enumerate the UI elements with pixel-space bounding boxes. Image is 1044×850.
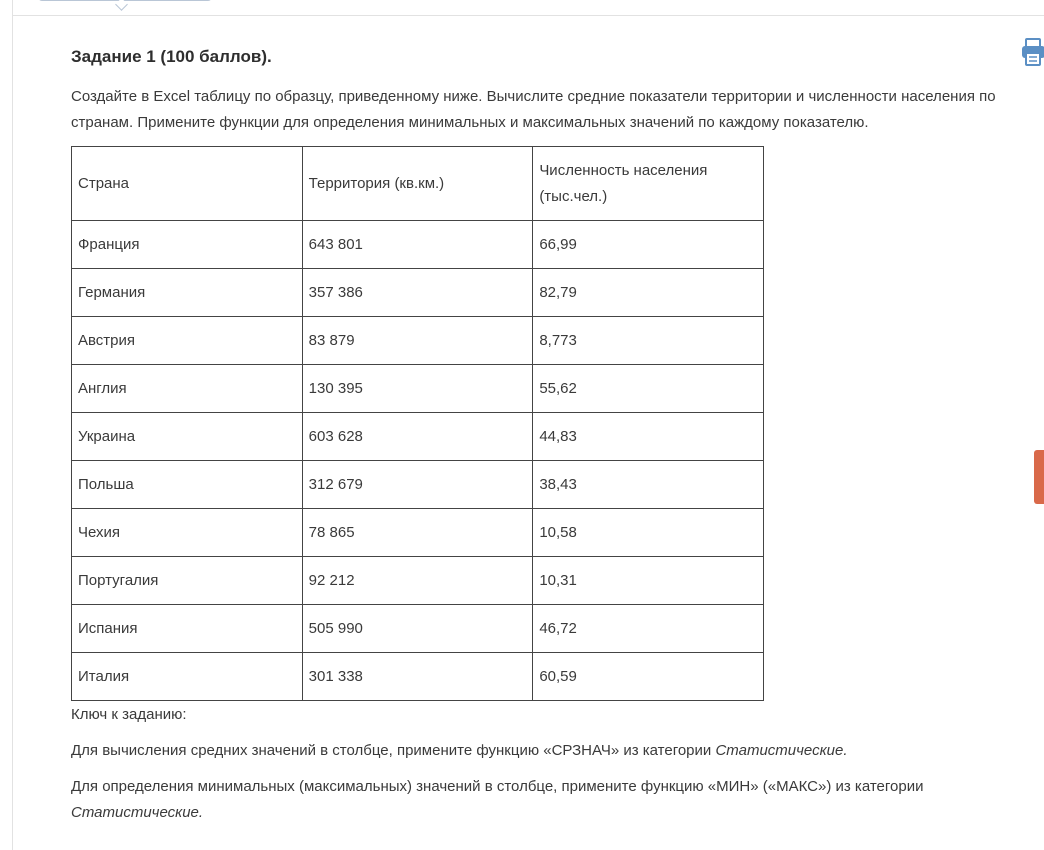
cell-territory: 92 212 (302, 557, 533, 605)
hint-min-max (71, 774, 1001, 826)
task-title: Задание 1 (100 баллов). (71, 47, 272, 66)
print-icon[interactable] (1021, 38, 1044, 68)
table-row (72, 365, 764, 413)
cell-country: Германия (72, 269, 303, 317)
table-row (72, 605, 764, 653)
hint-min-max-category: Статистические. (71, 804, 204, 821)
table-row (72, 317, 764, 365)
key-label: Ключ к заданию: (71, 706, 187, 723)
hint-average (71, 738, 1001, 764)
cell-country: Чехия (72, 509, 303, 557)
countries-table (71, 146, 764, 701)
table-row (72, 461, 764, 509)
hint-average-text: Для вычисления средних значений в столбце, примените функцию «СРЗНАЧ» из категории (71, 742, 716, 759)
cell-territory: 603 628 (302, 413, 533, 461)
header-cell-population: Численность населения (тыс.чел.) (533, 147, 764, 221)
cell-territory: 312 679 (302, 461, 533, 509)
cell-population: 10,31 (533, 557, 764, 605)
table-row (72, 509, 764, 557)
task-intro: Создайте в Excel таблицу по образцу, приведенному ниже. Вычислите средние показатели территории и численности населения по странам. Примените функции для определения минимальных и максимальных значений по каждому показателю. (71, 88, 996, 131)
side-feedback-tab[interactable] (1034, 450, 1044, 504)
cell-country: Португалия (72, 557, 303, 605)
cell-country: Австрия (72, 317, 303, 365)
table-row (72, 269, 764, 317)
cell-country: Франция (72, 221, 303, 269)
cell-territory: 357 386 (302, 269, 533, 317)
task-content (71, 44, 1001, 836)
cell-population: 66,99 (533, 221, 764, 269)
cell-population: 60,59 (533, 653, 764, 701)
cell-population: 44,83 (533, 413, 764, 461)
cell-territory: 130 395 (302, 365, 533, 413)
cell-population: 55,62 (533, 365, 764, 413)
header-cell-territory: Территория (кв.км.) (302, 147, 533, 221)
table-row (72, 653, 764, 701)
cell-territory: 643 801 (302, 221, 533, 269)
table-row (72, 221, 764, 269)
cell-territory: 505 990 (302, 605, 533, 653)
cell-territory: 78 865 (302, 509, 533, 557)
cell-territory: 301 338 (302, 653, 533, 701)
cell-population: 38,43 (533, 461, 764, 509)
cell-country: Италия (72, 653, 303, 701)
cell-population: 82,79 (533, 269, 764, 317)
cell-country: Украина (72, 413, 303, 461)
cell-population: 46,72 (533, 605, 764, 653)
table-row (72, 557, 764, 605)
top-divider (12, 15, 1044, 16)
hint-min-max-text: Для определения минимальных (максимальных) значений в столбце, примените функцию «МИН» («МАКС») из категории (71, 778, 924, 795)
cell-population: 8,773 (533, 317, 764, 365)
left-divider (12, 0, 13, 850)
cell-territory: 83 879 (302, 317, 533, 365)
table-row (72, 413, 764, 461)
tab-caret-icon (115, 0, 128, 11)
cell-country: Испания (72, 605, 303, 653)
cell-country: Англия (72, 365, 303, 413)
hint-average-category: Статистические. (715, 742, 848, 759)
cell-population: 10,58 (533, 509, 764, 557)
cell-country: Польша (72, 461, 303, 509)
table-header-row (72, 147, 764, 221)
header-cell-country: Страна (72, 147, 303, 221)
